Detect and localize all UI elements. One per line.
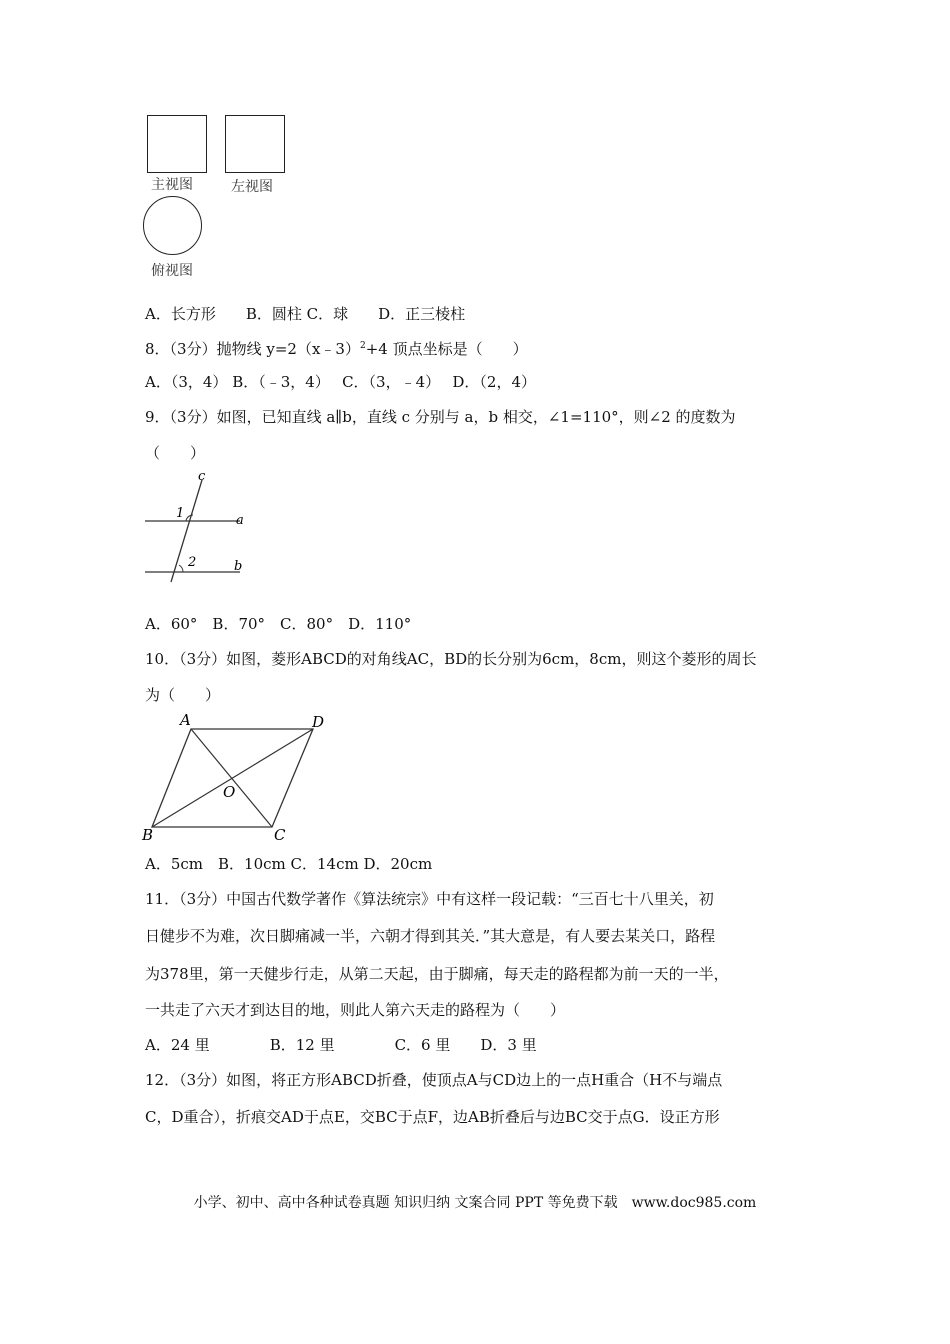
q9-stem-line1: 9．（3分）如图，已知直线 a∥b，直线 c 分别与 a，b 相交，∠1=110°，则∠2 的度数为 — [145, 408, 736, 426]
q11-stem-line1: 11．（3分）中国古代数学著作《算法统宗》中有这样一段记载：“三百七十八里关，初 — [145, 890, 714, 908]
q7-options: A．长方形 B．圆柱 C．球 D．正三棱柱 — [145, 305, 466, 323]
diagonal-bd — [152, 729, 313, 827]
q8-exponent: 2 — [359, 341, 366, 351]
label-D: D — [312, 713, 325, 731]
q8-stem-before: 8．（3分）抛物线 y=2（x﹣3） — [145, 340, 360, 358]
q8-options: A．（3，4） B．（﹣3，4） C．（3，﹣4） D．（2，4） — [145, 373, 537, 391]
label-O: O — [223, 783, 236, 801]
q11-options: A．24 里 B．12 里 C．6 里 D．3 里 — [145, 1036, 537, 1054]
view-top-label: 俯视图 — [151, 263, 193, 279]
q9-stem-line2: （ ） — [145, 444, 206, 462]
q8-stem — [145, 338, 528, 359]
view-left-label: 左视图 — [231, 179, 273, 195]
q12-stem-line1: 12．（3分）如图，将正方形ABCD折叠，使顶点A与CD边上的一点H重合（H不与端点 — [145, 1071, 723, 1089]
view-left-square — [225, 115, 285, 173]
q10-rhombus-figure — [140, 708, 335, 843]
label-2: 2 — [188, 555, 197, 570]
label-c: c — [198, 469, 206, 484]
q10-stem-line1: 10．（3分）如图，菱形ABCD的对角线AC，BD的长分别为6cm，8cm，则这个菱形的周长 — [145, 650, 757, 668]
label-1: 1 — [176, 506, 185, 521]
q9-options: A．60° B．70° C．80° D．110° — [145, 615, 412, 633]
label-A: A — [180, 711, 191, 729]
q11-stem-line3: 为378里，第一天健步行走，从第二天起，由于脚痛，每天走的路程都为前一天的一半， — [145, 965, 729, 983]
page-footer: 小学、初中、高中各种试卷真题 知识归纳 文案合同 PPT 等免费下载 www.doc985.com — [193, 1195, 757, 1211]
view-front-label: 主视图 — [151, 177, 193, 193]
q11-stem-line2: 日健步不为难，次日脚痛减一半，六朝才得到其关．”其大意是，有人要去某关口，路程 — [145, 927, 716, 945]
q9-parallel-lines-figure — [140, 468, 255, 586]
view-top-circle — [143, 196, 202, 255]
line-c — [171, 480, 202, 582]
q8-stem-after: +4 顶点坐标是（ ） — [365, 340, 528, 358]
q10-stem-line2: 为（ ） — [145, 686, 221, 704]
label-a: a — [236, 513, 244, 528]
q12-stem-line2: C，D重合），折痕交AD于点E，交BC于点F，边AB折叠后与边BC交于点G．设正方形 — [145, 1108, 720, 1126]
q11-stem-line4: 一共走了六天才到达目的地，则此人第六天走的路程为（ ） — [145, 1001, 566, 1019]
label-C: C — [274, 826, 286, 843]
angle-2-arc — [179, 565, 183, 572]
label-b: b — [234, 559, 243, 574]
label-B: B — [142, 826, 154, 843]
view-front-square — [147, 115, 207, 173]
q10-options: A．5cm B．10cm C．14cm D．20cm — [145, 855, 433, 873]
